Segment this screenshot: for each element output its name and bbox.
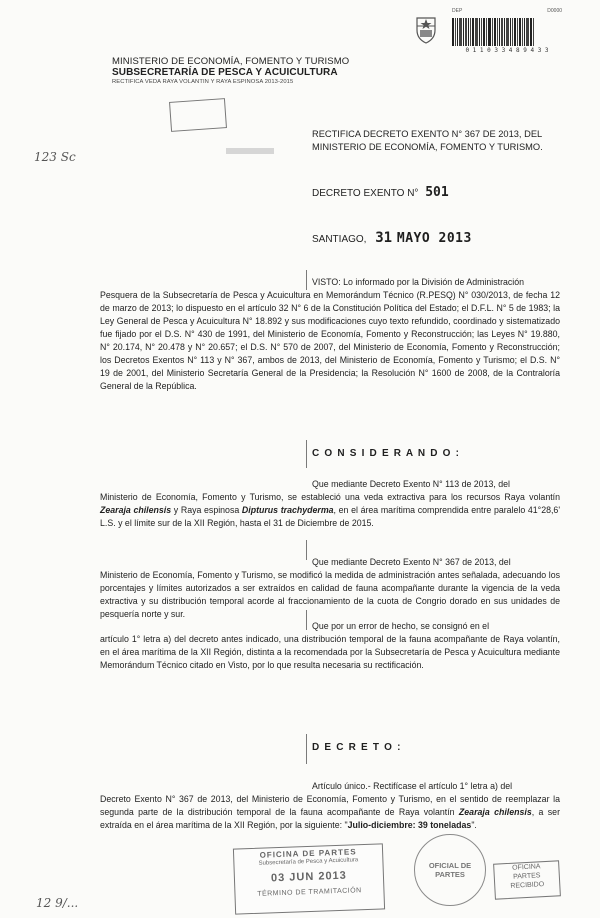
received-line3: RECIBIDO xyxy=(510,881,545,890)
barcode-bar xyxy=(463,18,464,46)
barcode-bar xyxy=(519,18,521,46)
barcode-bar xyxy=(517,18,518,46)
barcode-bar xyxy=(468,18,469,46)
barcode xyxy=(452,8,562,56)
bottom-note: 12 9/... xyxy=(36,896,79,910)
oficial-partes-round-stamp xyxy=(414,834,486,906)
decree-number-label: DECRETO EXENTO N° xyxy=(312,188,419,199)
ministry-name: MINISTERIO DE ECONOMÍA, FOMENTO Y TURISMO xyxy=(112,56,350,67)
coat-of-arms-icon xyxy=(414,14,438,44)
round-stamp-text: OFICIAL DE PARTES xyxy=(428,861,472,879)
received-stamp xyxy=(493,860,561,899)
barcode-bar xyxy=(483,18,485,46)
barcode-bar xyxy=(504,18,505,46)
barcode-bar xyxy=(522,18,523,46)
considerando-1-text-b: y Raya espinosa xyxy=(171,505,242,515)
received-line1: OFICINA xyxy=(511,863,541,872)
considerando-1-lead: Que mediante Decreto Exento N° 113 de 2013, del xyxy=(312,479,510,489)
considerando-1-body xyxy=(100,491,560,530)
barcode-bar xyxy=(455,18,456,46)
title-line-1: RECTIFICA DECRETO EXENTO N° 367 DE 2013, DEL xyxy=(312,129,543,139)
header-underline-mark xyxy=(226,148,274,154)
oficina-partes-stamp xyxy=(233,843,385,914)
barcode-bar xyxy=(501,18,503,46)
decree-title xyxy=(312,128,560,154)
visto-body: Pesquera de la Subsecretaría de Pesca y Acuicultura en Memorándum Técnico (R.PESQ) N° 030/2013, de fecha 12 de marzo de 2013; lo dispuesto en el artículo 32 N° 6 de la Constitución Política del Estado; el D.F.L. N° 5 de 1983; la Ley General de Pesca y Acuicultura N° 18.892 y sus modificaciones cuyo texto refundido, coordinado y sistematizado fue fijado por el D.S. N° 430 de 1991, del Ministerio de Economía, Fomento y Reconstrucción; las Leyes N° 19.880, N° 20.174, N° 20.478 y N° 20.657; el D.S. N° 570 de 2007, del Ministerio de Economía, Fomento y Reconstrucción; los Decretos Exentos N° 113 y N° 367, ambos de 2013, del Ministerio de Economía, Fomento y Turismo; el D.S. N° 19 de 2001, del Ministerio Secretaría General de la Presidencia; la Resolución N° 1600 de 2008, de la Contraloría General de la República. xyxy=(100,290,560,391)
stamp-office-line1: OFICINA DE PARTES xyxy=(259,847,357,860)
subsecretaria-name: SUBSECRETARÍA DE PESCA Y ACUICULTURA xyxy=(112,67,338,78)
stamp-office-line2: Subsecretaría de Pesca y Acuicultura xyxy=(258,857,359,867)
barcode-bar xyxy=(470,18,471,46)
barcode-bar xyxy=(499,18,500,46)
barcode-bar xyxy=(514,18,516,46)
barcode-bar xyxy=(457,18,458,46)
articulo-text-d: ". xyxy=(471,820,477,830)
barcode-bar xyxy=(465,18,467,46)
visto-lead: VISTO: Lo informado por la División de Administración xyxy=(312,277,525,287)
barcode-bar xyxy=(492,18,493,46)
considerando-paragraph-1 xyxy=(100,478,560,530)
considerando-paragraph-3 xyxy=(100,620,560,672)
barcode-bar xyxy=(486,18,487,46)
barcode-bar xyxy=(530,18,532,46)
articulo-text-b: , a ser extraída en el área marítima de la XII Región, por la siguiente: " xyxy=(100,807,561,830)
reference-line: RECTIFICA VEDA RAYA VOLANTIN Y RAYA ESPINOSA 2013-2015 xyxy=(112,79,294,85)
barcode-bar xyxy=(510,18,511,46)
articulo-text-a: Decreto Exento N° 367 de 2013, del Ministerio de Economía, Fomento y Turismo, en el sentido de reemplazar la segunda parte de la distribución temporal de la fauna acompañante de Raya volantín xyxy=(100,794,560,817)
barcode-bar xyxy=(488,18,491,46)
barcode-bar xyxy=(472,18,474,46)
barcode-bar xyxy=(512,18,513,46)
received-line2: PARTES xyxy=(512,872,541,881)
barcode-top-right: D0000 xyxy=(547,8,562,14)
articulo-body xyxy=(100,793,560,832)
considerando-heading: C O N S I D E R A N D O : xyxy=(312,448,461,459)
stamp-office-footer: TÉRMINO DE TRAMITACIÓN xyxy=(257,887,362,898)
barcode-bar xyxy=(479,18,480,46)
margin-line-decreto xyxy=(306,734,307,764)
considerando-2-lead: Que mediante Decreto Exento N° 367 de 2013, del xyxy=(312,557,511,567)
species-zearaja-2: Zearaja chilensis xyxy=(458,807,532,817)
considerando-paragraph-2 xyxy=(100,556,560,621)
barcode-bar xyxy=(526,18,529,46)
articulo-quota: Julio-diciembre: 39 toneladas xyxy=(347,820,472,830)
considerando-3-lead: Que por un error de hecho, se consignó en el xyxy=(312,621,490,631)
considerando-3-body: artículo 1° letra a) del decreto antes indicado, una distribución temporal de la fauna acompañante de Raya volantín, en el área marítima de la XII Región, distinta a la recomendada por la Subsecretaría de Pesca y Acuicultura mediante Memorándum Técnico citado en Visto, por lo que resulta necesaria su rectificación. xyxy=(100,634,560,670)
decree-number xyxy=(312,186,560,200)
barcode-digits: 0 1 1 0 3 3 4 8 9 4 3 3 xyxy=(465,47,549,54)
date-day: 31 xyxy=(375,230,393,246)
decree-date xyxy=(312,232,560,246)
barcode-bar xyxy=(475,18,478,46)
barcode-bar xyxy=(481,18,482,46)
barcode-top-left: DEP xyxy=(452,8,463,14)
date-month-year: MAYO 2013 xyxy=(396,231,472,246)
title-line-2: MINISTERIO DE ECONOMÍA, FOMENTO Y TURISMO. xyxy=(312,142,543,152)
date-city: SANTIAGO, xyxy=(312,234,367,245)
barcode-bar xyxy=(494,18,496,46)
margin-note: 123 Sc xyxy=(34,150,76,164)
decree-number-value: 501 xyxy=(425,185,449,200)
species-dipturus: Dipturus trachyderma xyxy=(241,505,334,515)
barcode-bar xyxy=(533,18,534,46)
articulo-unico xyxy=(100,780,560,832)
barcode-bar xyxy=(452,18,454,46)
considerando-1-text-c: , en el área marítima comprendida entre paralelo 41°28,6' L.S. y el límite sur de la XII Región, hasta el 31 de Diciembre de 2015. xyxy=(100,505,561,528)
barcode-bar xyxy=(459,18,462,46)
species-zearaja: Zearaja chilensis xyxy=(100,505,172,515)
barcode-bar xyxy=(497,18,498,46)
stamp-office-date: 03 JUN 2013 xyxy=(270,869,348,885)
articulo-lead: Artículo único.- Rectifícase el artículo 1° letra a) del xyxy=(312,781,513,791)
considerando-2-body: Ministerio de Economía, Fomento y Turismo, se modificó la medida de administración antes señalada, adecuando los porcentajes y límites autorizados a ser extraídos en calidad de fauna acompañante durante la vigencia de la veda extractiva y su distribución temporal acorde al fraccionamiento de la cuota de Congrio dorado en sus unidades de pesquería norte y sur. xyxy=(100,570,560,619)
barcode-bar xyxy=(524,18,525,46)
header-stamp xyxy=(169,98,227,132)
decreto-heading: D E C R E T O : xyxy=(312,742,402,753)
margin-line-considerando xyxy=(306,440,307,468)
barcode-bar xyxy=(506,18,509,46)
visto-paragraph xyxy=(100,276,560,393)
ministry-header xyxy=(112,56,349,86)
considerando-1-text-a: Ministerio de Economía, Fomento y Turismo, se estableció una veda extractiva para los recursos Raya volantín xyxy=(100,492,560,502)
